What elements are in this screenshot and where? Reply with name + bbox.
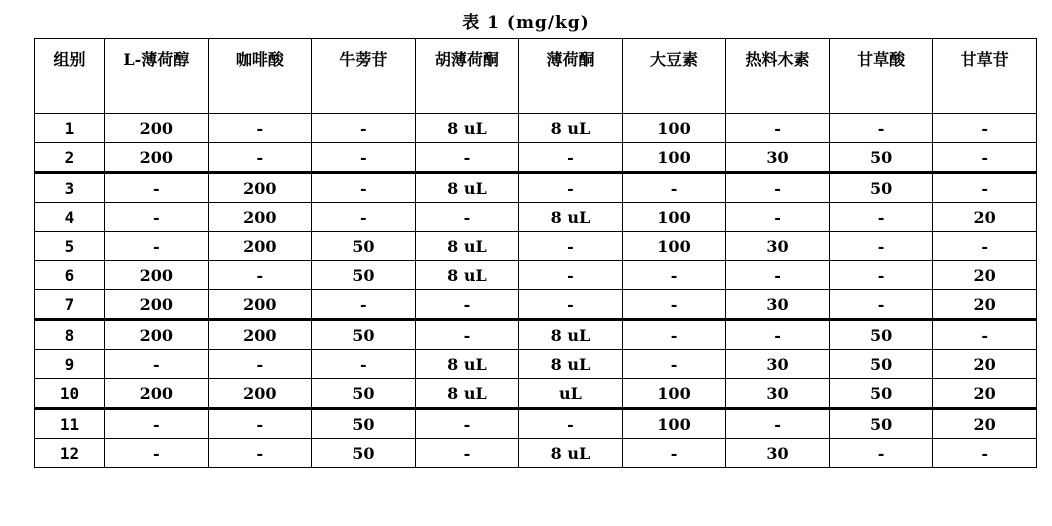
header-l-menthol: L-薄荷醇 <box>105 39 209 114</box>
header-glycyrrhizic-acid: 甘草酸 <box>829 39 933 114</box>
value-cell: - <box>415 203 519 232</box>
value-cell: 8 uL <box>519 439 623 468</box>
group-cell: 8 <box>35 320 105 350</box>
value-cell: - <box>312 203 416 232</box>
header-menthone: 薄荷酮 <box>519 39 623 114</box>
table-row <box>35 114 1037 143</box>
table-row <box>35 173 1037 203</box>
value-cell: 8 uL <box>519 203 623 232</box>
value-cell: 30 <box>726 350 830 379</box>
value-cell: 200 <box>208 379 312 409</box>
value-cell: - <box>829 261 933 290</box>
group-cell: 12 <box>35 439 105 468</box>
value-cell: - <box>312 290 416 320</box>
value-cell: 100 <box>622 114 726 143</box>
value-cell: - <box>829 232 933 261</box>
value-cell: - <box>933 232 1037 261</box>
value-cell: - <box>105 232 209 261</box>
value-cell: - <box>105 439 209 468</box>
value-cell: 200 <box>105 290 209 320</box>
value-cell: - <box>208 350 312 379</box>
value-cell: 50 <box>829 320 933 350</box>
value-cell: - <box>105 350 209 379</box>
value-cell: 200 <box>208 290 312 320</box>
value-cell: 50 <box>312 261 416 290</box>
value-cell: 50 <box>829 173 933 203</box>
value-cell: 8 uL <box>415 379 519 409</box>
value-cell: - <box>622 290 726 320</box>
value-cell: - <box>622 439 726 468</box>
value-cell: - <box>208 439 312 468</box>
value-cell: - <box>519 409 623 439</box>
value-cell: - <box>726 261 830 290</box>
value-cell: - <box>105 173 209 203</box>
value-cell: 50 <box>312 379 416 409</box>
value-cell: - <box>208 409 312 439</box>
value-cell: 30 <box>726 439 830 468</box>
data-table <box>34 38 1037 468</box>
value-cell: 20 <box>933 409 1037 439</box>
value-cell: - <box>415 320 519 350</box>
value-cell: - <box>829 114 933 143</box>
value-cell: 100 <box>622 203 726 232</box>
table-caption: 表 1 (mg/kg) <box>462 13 590 33</box>
value-cell: 100 <box>622 143 726 173</box>
value-cell: - <box>933 173 1037 203</box>
value-cell: - <box>933 143 1037 173</box>
value-cell: - <box>933 114 1037 143</box>
value-cell: 50 <box>829 350 933 379</box>
value-cell: 200 <box>208 173 312 203</box>
value-cell: - <box>208 261 312 290</box>
header-pterocarpin: 热料木素 <box>726 39 830 114</box>
table-row <box>35 261 1037 290</box>
table-row <box>35 350 1037 379</box>
value-cell: 50 <box>829 379 933 409</box>
value-cell: - <box>726 320 830 350</box>
value-cell: - <box>415 143 519 173</box>
header-group: 组别 <box>35 39 105 114</box>
value-cell: 8 uL <box>415 261 519 290</box>
value-cell: 8 uL <box>519 114 623 143</box>
value-cell: - <box>622 350 726 379</box>
value-cell: - <box>829 203 933 232</box>
group-cell: 11 <box>35 409 105 439</box>
header-liquiritin: 甘草苷 <box>933 39 1037 114</box>
value-cell: 8 uL <box>415 350 519 379</box>
value-cell: 30 <box>726 379 830 409</box>
group-cell: 1 <box>35 114 105 143</box>
value-cell: - <box>726 173 830 203</box>
value-cell: 200 <box>105 261 209 290</box>
value-cell: 20 <box>933 290 1037 320</box>
table-row <box>35 290 1037 320</box>
value-cell: - <box>312 114 416 143</box>
table-row <box>35 439 1037 468</box>
value-cell: 20 <box>933 261 1037 290</box>
header-arctiin: 牛蒡苷 <box>312 39 416 114</box>
value-cell: 8 uL <box>415 173 519 203</box>
value-cell: 200 <box>208 320 312 350</box>
value-cell: 20 <box>933 379 1037 409</box>
value-cell: 50 <box>312 232 416 261</box>
group-cell: 7 <box>35 290 105 320</box>
value-cell: - <box>519 290 623 320</box>
group-cell: 9 <box>35 350 105 379</box>
value-cell: - <box>312 143 416 173</box>
value-cell: 200 <box>105 379 209 409</box>
value-cell: 50 <box>312 409 416 439</box>
value-cell: 200 <box>105 320 209 350</box>
value-cell: - <box>415 290 519 320</box>
value-cell: 50 <box>312 320 416 350</box>
value-cell: 100 <box>622 409 726 439</box>
value-cell: 30 <box>726 143 830 173</box>
value-cell: - <box>312 173 416 203</box>
value-cell: - <box>829 439 933 468</box>
value-cell: - <box>208 143 312 173</box>
value-cell: uL <box>519 379 623 409</box>
value-cell: - <box>726 203 830 232</box>
header-pulegone: 胡薄荷酮 <box>415 39 519 114</box>
group-cell: 3 <box>35 173 105 203</box>
value-cell: 100 <box>622 232 726 261</box>
value-cell: - <box>519 173 623 203</box>
table-row <box>35 203 1037 232</box>
table-row <box>35 232 1037 261</box>
group-cell: 5 <box>35 232 105 261</box>
table-row <box>35 143 1037 173</box>
value-cell: - <box>933 439 1037 468</box>
value-cell: - <box>208 114 312 143</box>
value-cell: 30 <box>726 232 830 261</box>
value-cell: 200 <box>208 232 312 261</box>
value-cell: - <box>829 290 933 320</box>
header-caffeic-acid: 咖啡酸 <box>208 39 312 114</box>
value-cell: - <box>519 261 623 290</box>
value-cell: - <box>312 350 416 379</box>
value-cell: - <box>622 261 726 290</box>
group-cell: 2 <box>35 143 105 173</box>
value-cell: - <box>622 320 726 350</box>
header-daidzein: 大豆素 <box>622 39 726 114</box>
table-body <box>35 114 1037 468</box>
value-cell: 20 <box>933 203 1037 232</box>
value-cell: 200 <box>105 143 209 173</box>
group-cell: 4 <box>35 203 105 232</box>
value-cell: - <box>105 203 209 232</box>
value-cell: - <box>105 409 209 439</box>
value-cell: 30 <box>726 290 830 320</box>
value-cell: - <box>622 173 726 203</box>
value-cell: - <box>933 320 1037 350</box>
value-cell: - <box>519 232 623 261</box>
table-row <box>35 320 1037 350</box>
value-cell: 50 <box>312 439 416 468</box>
header-row <box>35 39 1037 114</box>
value-cell: - <box>726 114 830 143</box>
value-cell: - <box>415 439 519 468</box>
value-cell: 100 <box>622 379 726 409</box>
table-row <box>35 409 1037 439</box>
value-cell: - <box>726 409 830 439</box>
value-cell: - <box>519 143 623 173</box>
value-cell: 8 uL <box>519 320 623 350</box>
value-cell: 50 <box>829 409 933 439</box>
value-cell: 200 <box>105 114 209 143</box>
group-cell: 10 <box>35 379 105 409</box>
table-row <box>35 379 1037 409</box>
value-cell: 50 <box>829 143 933 173</box>
value-cell: 200 <box>208 203 312 232</box>
group-cell: 6 <box>35 261 105 290</box>
value-cell: 8 uL <box>415 232 519 261</box>
value-cell: 8 uL <box>415 114 519 143</box>
value-cell: 20 <box>933 350 1037 379</box>
value-cell: - <box>415 409 519 439</box>
value-cell: 8 uL <box>519 350 623 379</box>
